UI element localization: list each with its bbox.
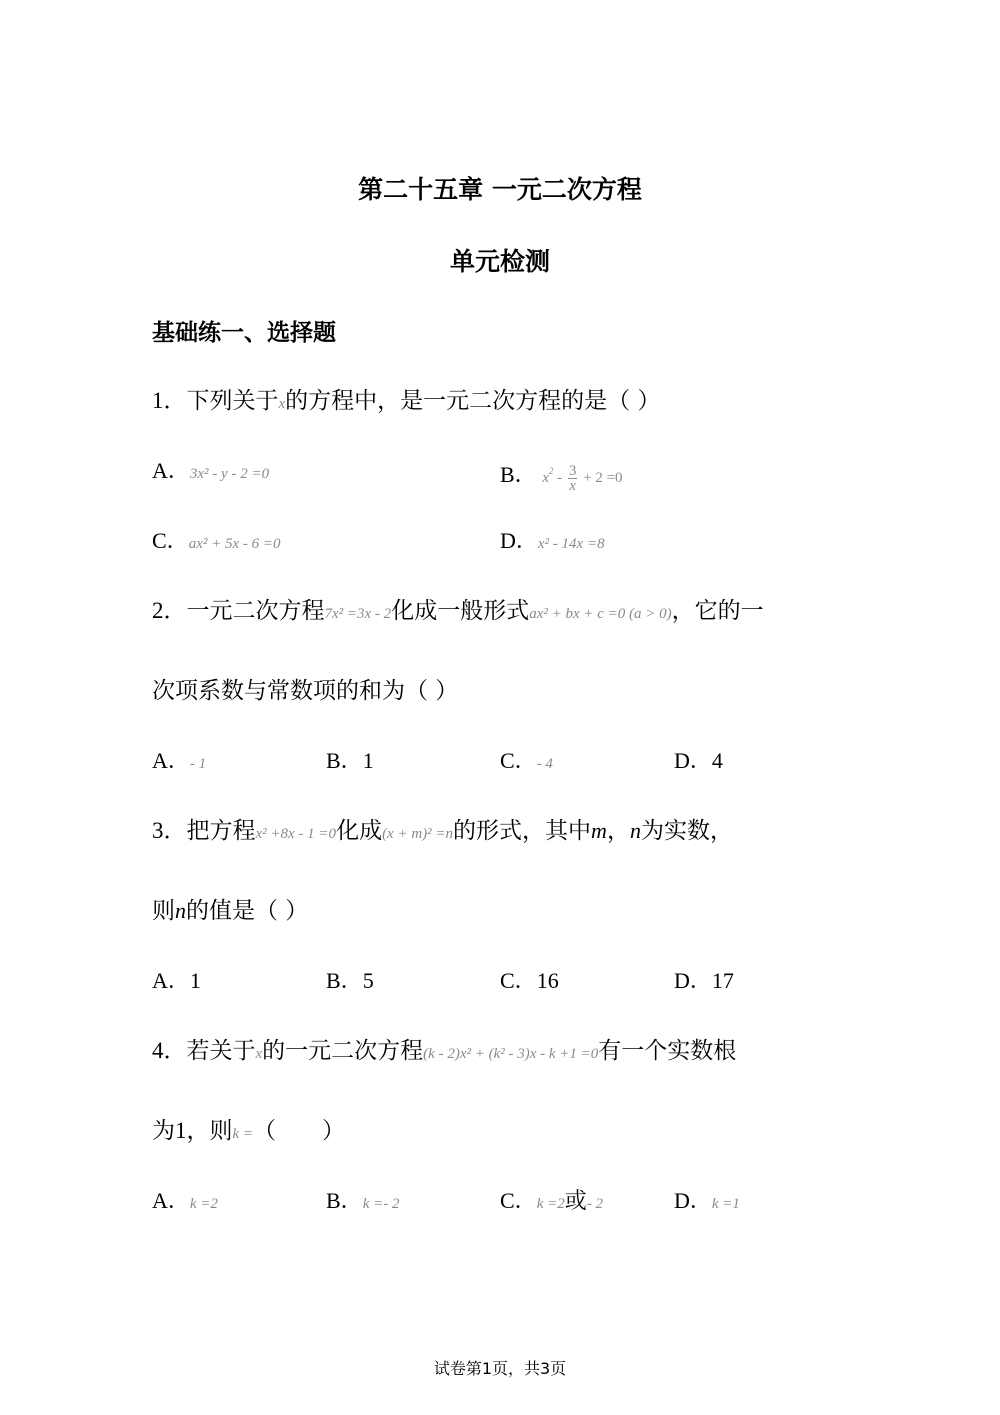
option-label: C． bbox=[500, 1188, 537, 1213]
question-text: 有一个实数根 bbox=[598, 1038, 737, 1064]
option-label: C． bbox=[152, 528, 189, 553]
option-text: 或 bbox=[564, 1189, 587, 1214]
option-formula: k =2 bbox=[536, 1196, 565, 1212]
fraction-numerator: 3 bbox=[568, 463, 577, 480]
option-value: - 4 bbox=[536, 756, 553, 772]
question-text: 的方程中，是一元二次方程的是（ ） bbox=[285, 388, 661, 414]
option-label: D． bbox=[500, 528, 538, 553]
option-formula: x² - 14x =8 bbox=[537, 536, 605, 552]
option-value: 4 bbox=[711, 748, 723, 773]
question-text: 一元二次方程 bbox=[186, 598, 325, 624]
math-formula: ax² + bx + c =0 (a > 0) bbox=[529, 606, 672, 622]
option-3a[interactable] bbox=[152, 966, 201, 996]
option-label: B． bbox=[326, 968, 363, 993]
math-formula: (k - 2)x² + (k² - 3)x - k +1 =0 bbox=[423, 1046, 599, 1062]
unit-title: 单元检测 bbox=[449, 247, 550, 276]
question-text: ，则 bbox=[186, 1118, 233, 1144]
question-text: 把方程 bbox=[186, 818, 256, 844]
question-text: 则 bbox=[152, 898, 175, 924]
page-footer: 试卷第1页，共3页 bbox=[433, 1359, 567, 1378]
option-label: A． bbox=[152, 1188, 190, 1213]
option-2c[interactable] bbox=[500, 746, 553, 779]
option-1c[interactable] bbox=[152, 526, 281, 559]
math-formula: 7x² =3x - 2 bbox=[324, 606, 392, 622]
section-heading: 基础练一、选择题 bbox=[152, 320, 336, 346]
option-label: A． bbox=[152, 748, 190, 773]
option-label: B． bbox=[326, 748, 363, 773]
question-text: 化成一般形式 bbox=[391, 598, 530, 624]
question-number: 3． bbox=[152, 818, 187, 843]
question-text: 的一元二次方程 bbox=[262, 1038, 424, 1064]
question-3 bbox=[152, 816, 733, 849]
answer-blank: （ ） bbox=[253, 1118, 346, 1144]
math-variable: n bbox=[175, 898, 186, 923]
option-value: 5 bbox=[362, 968, 374, 993]
question-text: 若关于 bbox=[186, 1038, 256, 1064]
option-3c[interactable] bbox=[500, 966, 559, 996]
option-1b[interactable] bbox=[500, 456, 623, 493]
option-4a[interactable] bbox=[152, 1186, 218, 1219]
option-label: A． bbox=[152, 968, 190, 993]
math-variable: m bbox=[591, 818, 607, 843]
question-4 bbox=[152, 1036, 736, 1069]
option-2d[interactable] bbox=[674, 746, 723, 776]
math-formula: x² +8x - 1 =0 bbox=[255, 826, 337, 842]
question-text: 的值是（ ） bbox=[186, 898, 309, 924]
question-1 bbox=[152, 386, 660, 419]
math-variable: x bbox=[278, 396, 286, 412]
option-formula: k =- 2 bbox=[362, 1196, 400, 1212]
option-4b[interactable] bbox=[326, 1186, 399, 1219]
option-1a[interactable] bbox=[152, 456, 269, 489]
option-formula: $x^2$ - $\frac{3}{x}$ + 2 =0 bbox=[542, 463, 623, 495]
option-formula: - 2 bbox=[586, 1196, 603, 1212]
question-text: 为 bbox=[152, 1118, 175, 1144]
option-4c[interactable] bbox=[500, 1186, 603, 1219]
option-formula: k =1 bbox=[711, 1196, 740, 1212]
option-3d[interactable] bbox=[674, 966, 734, 996]
question-number: 1． bbox=[152, 388, 187, 413]
chapter-title: 第二十五章 一元二次方程 bbox=[358, 175, 642, 204]
option-label: C． bbox=[500, 748, 537, 773]
question-4-line-2 bbox=[152, 1116, 345, 1149]
option-formula: 3x² - y - 2 =0 bbox=[189, 466, 270, 482]
option-label: B． bbox=[326, 1188, 363, 1213]
question-text: ， bbox=[606, 818, 630, 844]
option-value: 16 bbox=[536, 968, 559, 993]
question-text: ，它的一 bbox=[671, 598, 764, 624]
question-text: 化成 bbox=[336, 818, 383, 844]
math-formula: (x + m)² =n bbox=[382, 826, 454, 842]
option-formula: k =2 bbox=[189, 1196, 218, 1212]
option-label: D． bbox=[674, 968, 712, 993]
option-label: C． bbox=[500, 968, 537, 993]
option-label: D． bbox=[674, 748, 712, 773]
question-text: 下列关于 bbox=[186, 388, 279, 414]
option-4d[interactable] bbox=[674, 1186, 740, 1219]
option-label: B． bbox=[500, 462, 537, 487]
math-variable: n bbox=[629, 818, 641, 843]
fraction-denominator: x bbox=[569, 478, 576, 495]
math-formula: k = bbox=[232, 1126, 254, 1142]
number-value: 1 bbox=[175, 1118, 187, 1143]
option-value: - 1 bbox=[189, 756, 207, 772]
option-value: 1 bbox=[362, 748, 374, 773]
question-number: 4． bbox=[152, 1038, 187, 1063]
question-3-line-2 bbox=[152, 896, 308, 926]
option-value: 1 bbox=[189, 968, 201, 993]
question-2-line-2: 次项系数与常数项的和为（ ） bbox=[152, 678, 459, 704]
option-2a[interactable] bbox=[152, 746, 206, 779]
option-label: A． bbox=[152, 458, 190, 483]
option-formula: ax² + 5x - 6 =0 bbox=[188, 536, 281, 552]
option-1d[interactable] bbox=[500, 526, 605, 559]
question-2 bbox=[152, 596, 764, 629]
question-text: 的形式，其中 bbox=[453, 818, 592, 844]
question-text: 为实数， bbox=[640, 818, 733, 844]
option-3b[interactable] bbox=[326, 966, 374, 996]
question-number: 2． bbox=[152, 598, 187, 623]
option-value: 17 bbox=[711, 968, 734, 993]
option-2b[interactable] bbox=[326, 746, 374, 776]
option-label: D． bbox=[674, 1188, 712, 1213]
math-variable: x bbox=[255, 1046, 263, 1062]
